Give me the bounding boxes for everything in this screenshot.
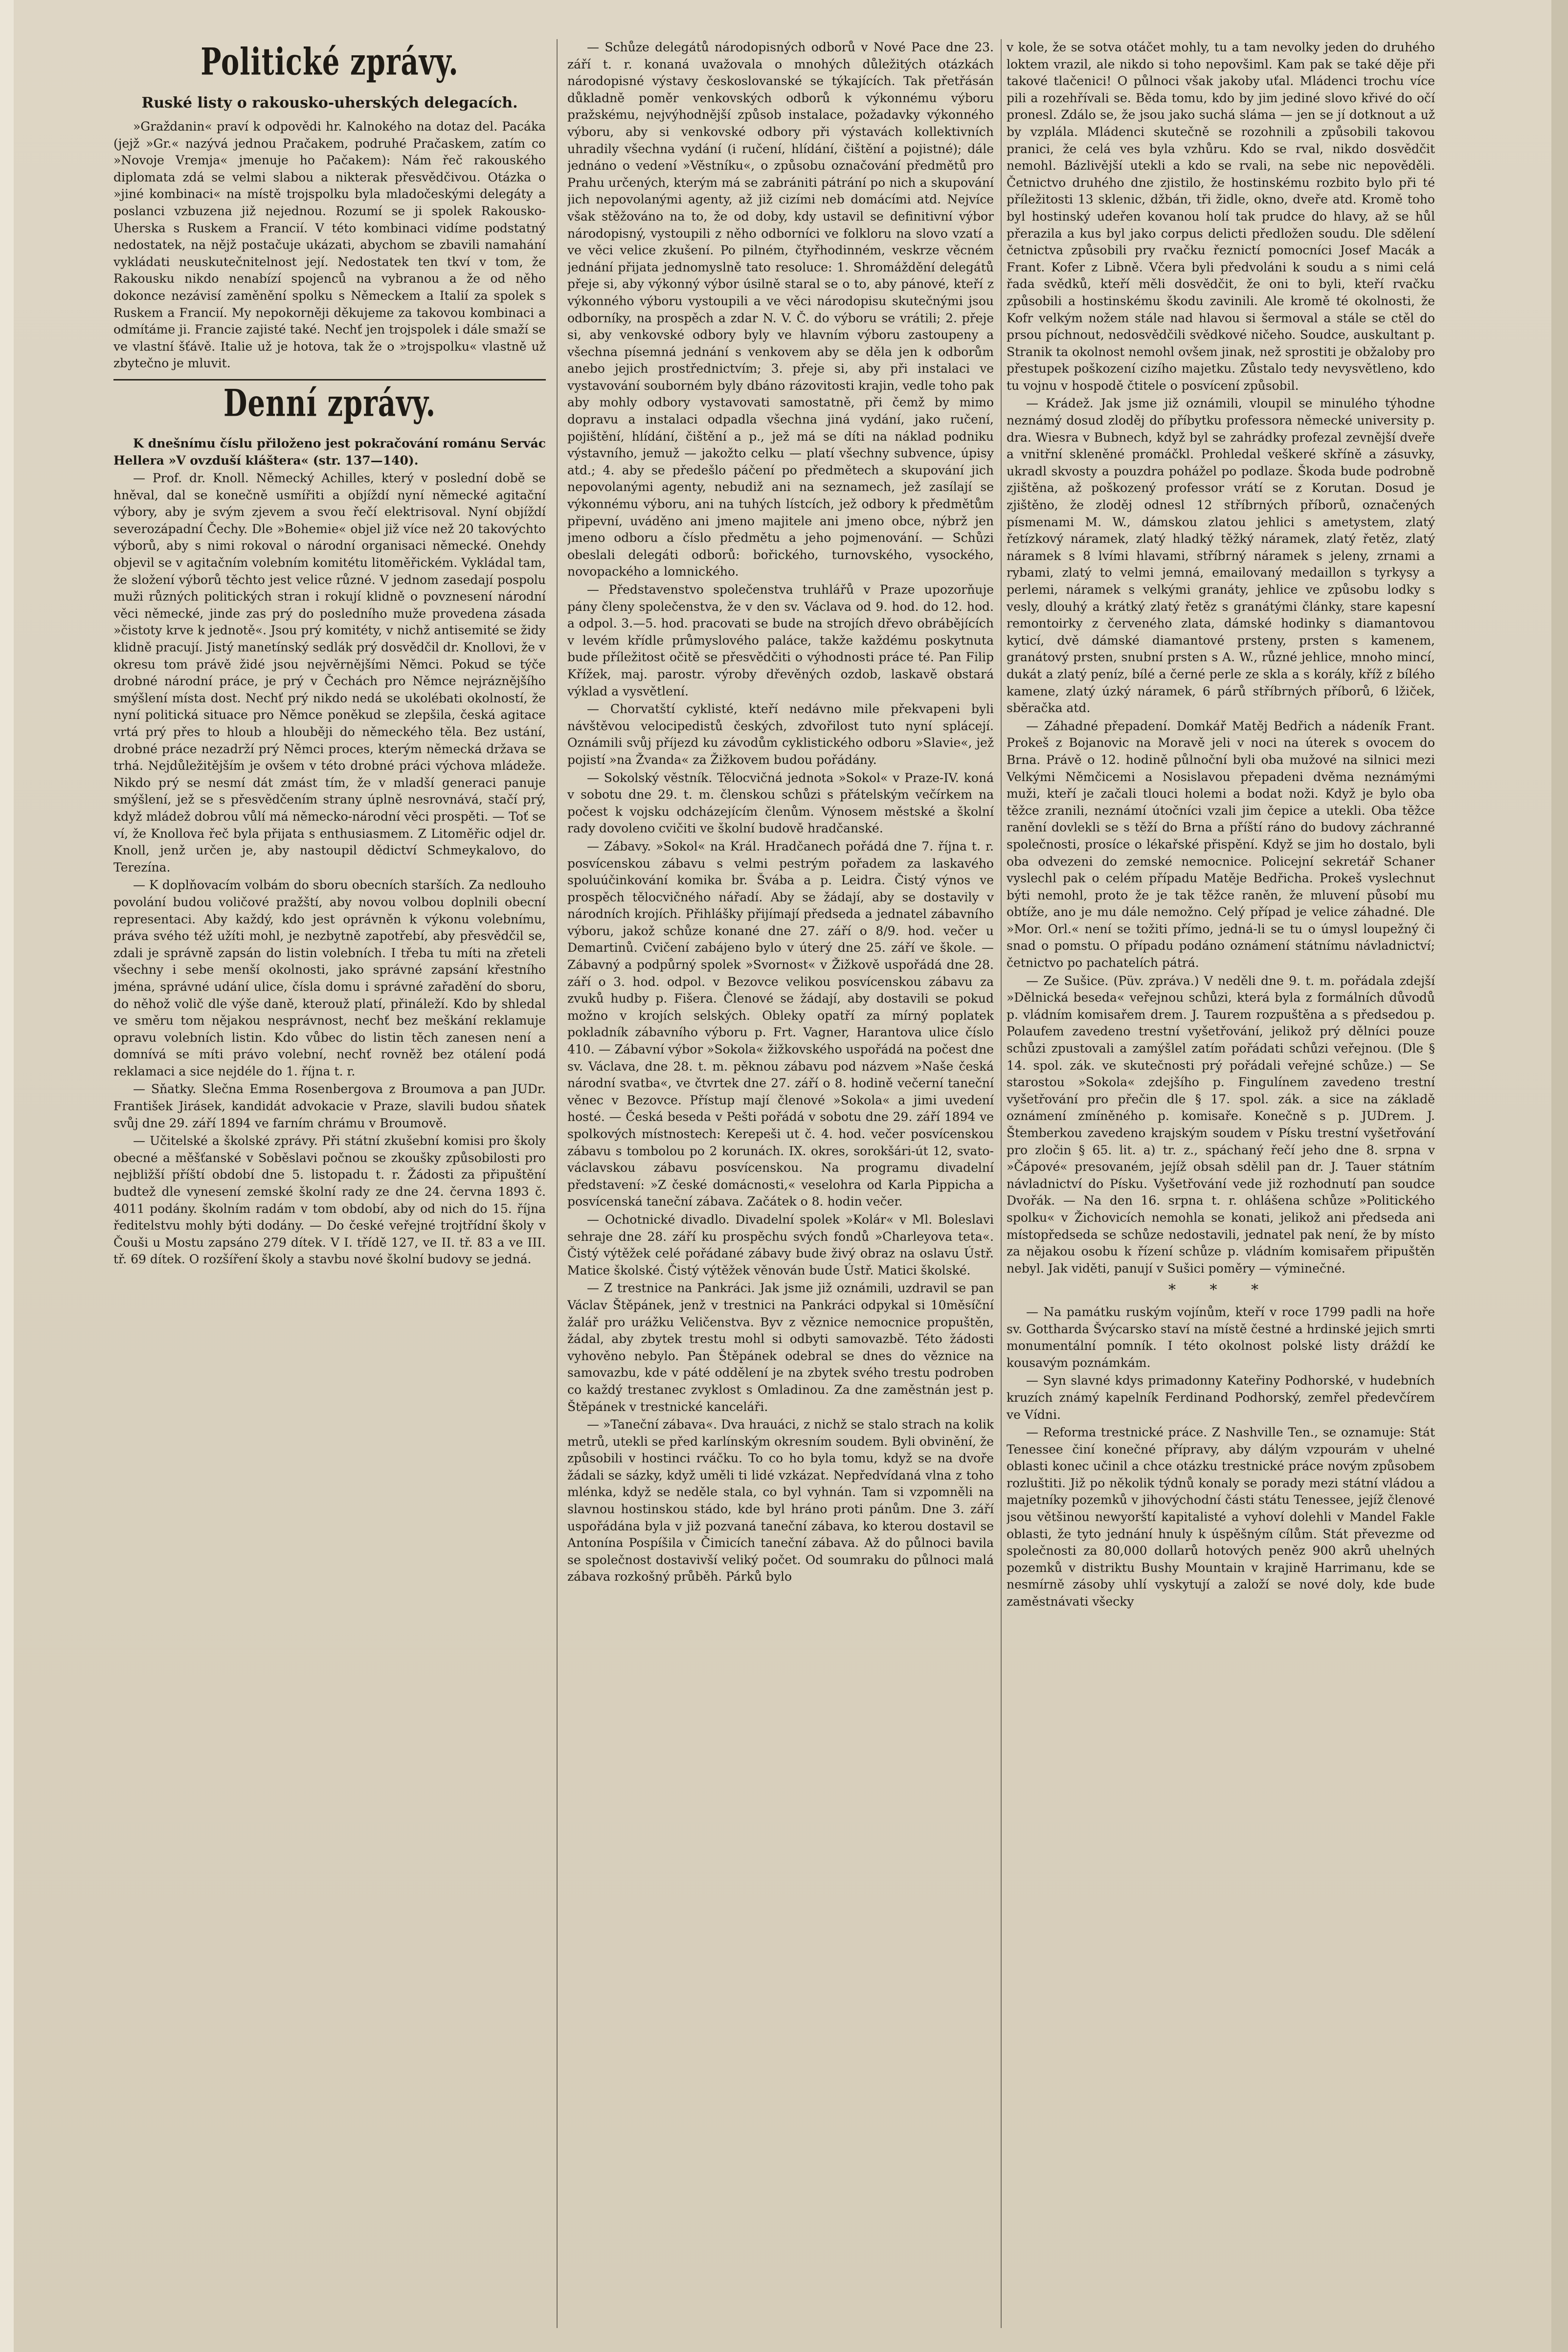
prison-article: — Z trestnice na Pankráci. Jak jsme již oznámili, uzdravil se pan Václav Štěpánek, jenž v trestnici na Pankráci odpykal si 10měsíční žalář pro urážku Veličenstva. Byv z věznice nemocnice propuštěn, žádal, aby zbytek trestu mohl si odbyti samovazbě. Této žádosti vyhověno nebylo. Pan Štěpánek odebral se dnes do věznice na samovazbu, kde v páté oddělení je na zbytek svého trestu podroben co každý trestanec zvyklost s Omladinou. Za dne zaměstnán jest p. Štěpánek v trestnické kanceláři. — [567, 1281, 994, 1414]
podhorsky-article: — Syn slavné kdys primadonny Kateřiny Podhorské, v hudebních kruzích známý kapelník Ferdinand Podhorský, zemřel předevčírem ve Vídni. — [1007, 1373, 1435, 1422]
susice-article: — Ze Sušice. (Püv. zpráva.) V neděli dne 9. t. m. pořádala zdejší »Dělnická beseda« veřejnou schůzi, která byla z formálních důvodů p. vládním komisařem drem. J. Taurem rozpuštěna a s předsedou p. Polaufem zavedeno trestní vyšetřování, jelikož prý dělníci pouze schůzi zpustovali a zamýšlel zatím pořádati schůzi veřejnou. (Dle § 14. spol. zák. ve skutečnosti prý pořádali veřejné schůze.) — Se starostou »Sokola« zdejšího p. Fingulínem zavedeno trestní vyšetřování pro přečin dle § 17. spol. zák. a sice na základě oznámení zmíněného p. komisaře. Konečně s p. JUDrem. J. Štemberkou zavedeno krajským soudem v Písku trestní vyšetřování pro zločin § 65. lit. a) tr. z., spáchaný řečí jeho dne 8. srpna v »Čápové« presovaném, jejíž obsah sdělil pan dr. J. Tauer státním návladnictví do Písku. Vyšetřování vede již rozhodnutí pan soudce Dvořák. — Na den 16. srpna t. r. ohlášena schůze »Politického spolku« v Žichovicích nemohla se konati, jelikož ani předseda ani místopředseda se schůze nedostavili, jednatel pak není, že by místo za nějakou osobu k řízení schůze p. vládním komisařem připuštěn nebyl. Jak viděti, panují v Sušici poměry — výminečné. — [1007, 973, 1435, 1276]
school-article: — Učitelské a školské zprávy. Při státní zkušební komisi pro školy obecné a měšťanské v Soběslavi počnou se zkoušky způsobilosti pro nejbližší příští období dne 5. listopadu t. r. Žádosti za připuštění budtež dle vynesení zemské školní rady ze dne 24. června 1893 č. 4011 podány. školním radám v tom období, aby od nich do 15. října ředitelstvu mohly býti dodány. — Do české veřejné trojtřídní školy v Čouši u Mostu zapsáno 279 dítek. V I. třídě 127, ve II. tř. 83 a ve III. tř. 69 dítek. O rozšíření školy a stavbu nové školní budovy se jedná. — [113, 1134, 546, 1267]
sokol-article: — Sokolský věstník. Tělocvičná jednota »Sokol« v Praze-IV. koná v sobotu dne 29. t. m. členskou schůzi s přátelským večírkem na počest k vojsku odcházejícím členům. Výnosem městské a školní rady dovoleno cvičiti ve školní budově hradčanské. — [567, 770, 994, 836]
politics-subheading: Ruské listy o rakousko-uherských delegacích. — [141, 94, 518, 112]
knoll-article: — Prof. dr. Knoll. Německý Achilles, který v poslední době se hněval, dal se konečně usmířiti a objíždí nyní německé agitační výbory, aby je svým zjevem a svou řečí elektrisoval. Nyní objíždí severozápadní Čechy. Dle »Bohemie« objel již více než 20 takovýchto výborů, aby s nimi rokoval o národní organisaci německé. Onehdy objevil se v agitačním volebním komitétu litoměřickém. Vykládal tam, že složení výborů těchto jest velice různé. V jednom zasedají pospolu muži různých politických stran i rokují klidně o povznesení národní věci německé, jinde zas prý do posledního muže provedena zásada »čistoty krve k jednotě«. Jsou prý komitéty, v nichž antisemité se židy klidně pracují. Jistý manetínský sedlák prý dosvědčil dr. Knollovi, že v okresu tom právě židé jsou nejvěrnějšími Němci. Pokud se týče drobné národní práce, je prý v Čechách pro Němce nejráznějšího smýšlení místa dost. Nechť prý nikdo nedá se ukolébati okolností, že nyní politická situace pro Němce poněkud se zlepšila, česká agitace vrtá prý přes to hloub a hlouběji do německého těla. Bez ustání, drobné práce nezadrží prý Němci proces, kterým německá država se trhá. Nejdůležitějším je ovšem v této drobné práci výchova mládeže. Nikdo prý se nesmí dát zmást tím, že v mladší generaci panuje smýšlení, jež se s přesvědčením strany úplně nesrovnává, stačí prý, když mládež dobrou vůlí má německo-národní věci prospěti. — Toť se ví, že Knollova řeč byla přijata s enthusiasmem. Z Litoměřic odjel dr. Knoll, jenž určen je, aby nastoupil dědictví Schmeykalovo, do Terezína. — [113, 471, 546, 874]
column-1 — [113, 39, 546, 2328]
theatre-article: — Ochotnické divadlo. Divadelní spolek »Kolár« v Ml. Boleslavi sehraje dne 28. září ku prospěchu svých fondů »Charleyova teta«. Čistý výtěžek celé pořádané zábavy bude živý obraz na oslavu Ústř. Matice školské. Čistý výtěžek věnován bude Ústř. Matici školské. — [567, 1212, 994, 1277]
disappearance-article: — Záhadné přepadení. Domkář Matěj Bedřich a nádeník Frant. Prokeš z Bojanovic na Moravě jeli v noci na úterek s ovocem do Brna. Právě o 12. hodině půlnoční byli oba mužové na silnici mezi Velkými Němčicemi a Nosislavou přepadeni dvěma neznámými muži, kteří je začali tlouci holemi a bodat noži. Když je bylo oba těžce zranili, neznámí útočníci vzali jim čepice a utekli. Oba těžce ranění dovlekli se s těží do Brna a příští ráno do budovy záchranné společnosti, prosíce o lékařské přispění. Když se jim ho dostalo, byli oba odvezeni do zemské nemocnice. Policejní sekretář Schaner vyslechl pak o celém případu Matěje Bedřicha. Prokeš vyslechnut býti nemohl, proto že je tak těžce raněn, že mluvení působí mu obtíže, ano je mu dále nemožno. Celý případ je velice záhadné. Dle »Mor. Orl.« není se tožiti přímo, jedná-li se tu o úmysl loupežný či snad o pomstu. O případu podáno oznámení státnímu návladnictví; četnictvo po pachatelích pátrá. — [1007, 718, 1435, 970]
column-3 — [1007, 39, 1435, 2328]
folk-article: — Schůze delegátů národopisných odborů v Nové Pace dne 23. září t. r. konaná uvažovala o mnohých důležitých otázkách národopisné výstavy českoslovanské se týkajících. Tak přetřásán důkladně poměr venkovských odborů k výkonnému výboru pražskému, nejvýhodnější způsob instalace, požadavky výkonného výboru, aby si venkovské odbory při výstavách kollektivních uhradily všechna vydání (i ručení, hlídání, čištění a pojistné); dále jednáno o vedení »Věstníku«, o způsobu označování předmětů pro Prahu určených, kterým má se zabrániti pátrání po nich a skupování jich nepovolanými agenty, až již cizími neb domácími atd. Nejvíce však stěžováno na to, že od doby, kdy ustavil se definitivní výbor národopisný, vystoupili z něho odborníci ve folkloru na slovo vzatí a ve věci velice zkušení. Po pilném, čtyřhodinném, veskrze věcném jednání přijata jednomyslně tato resoluce: 1. Shromáždění delegátů přeje si, aby výkonný výbor úsilně staral se o to, aby pánové, kteří z výkonného výboru vystoupili a ve věci národopisu skutečnými jsou odborníky, na prospěch a zdar N. V. Č. do výboru se vrátili; 2. přeje si, aby venkovské odbory byly ve hlavním výboru zastoupeny a všechna písemná jednání s venkovem aby se děla jen k odborům anebo jejich prostřednictvím; 3. přeje si, aby při instalaci ve vystavování souborném byly dbáno rázovitosti krajin, vedle toho pak aby mohly odbory vystavovati samostatně, při čemž by mimo dopravu a instalaci odpadla všechna jiná vydání, jako ručení, pojištění, hlídání, čištění a p., jež má se díti na náklad podniku výstavního, jemuž — jakožto celku — platí všechny subvence, úpisy atd.; 4. aby se předešlo páčení po předmětech a skupování jich nepovolanými agenty, nebudiž ani na seznamech, jež zasílají se výkonnému výboru, ani na tuhých lístcích, jež odbory k předmětům připevní, uváděno ani jmeno majitele ani jmeno obce, nýbrž jen jmeno odboru a číslo předmětu a jeho pojmenování. — Schůzi obeslali delegáti odborů: bořického, turnovského, vysockého, novopackého a lomnického. — [567, 40, 994, 579]
elections-article: — K doplňovacím volbám do sboru obecních starších. Za nedlouho povolání budou voličové pražští, aby novou volbou doplnili obecní representaci. Aby každý, kdo jest oprávněn k výkonu volebnímu, práva svého též užíti mohl, je nezbytně zapotřebí, aby přesvědčil se, zdali je správně zapsán do listin volebních. I třeba tu míti na zřeteli všechny i sebe menší okolnosti, jako správné zapsání křestního jména, správné udání ulice, čísla domu i správné zařadění do sboru, do něhož volič dle výše daně, kterouž platí, přináleží. Kdo by shledal ve směru tom nějakou nesprávnost, nechť bez meškání reklamuje opravu volebních listin. Kdo vůbec do listin těch zanesen není a domnívá se míti právo volební, nechť rovněž bez otálení podá reklamaci a sice nejdéle do 1. října t. r. — [113, 878, 546, 1078]
russian-memorial-article: — Na památku ruským vojínům, kteří v roce 1799 padli na hoře sv. Gottharda Švýcarsko staví na místě čestné a hrdinské jejich smrti monumentální pomník. I této okolnost polské listy dráždí ke kousavým poznámkám. — [1007, 1304, 1435, 1370]
prison-labor-reform-article: — Reforma trestnické práce. Z Nashville Ten., se oznamuje: Stát Tenessee činí konečné přípravy, aby dálým vzpourám v uhelné oblasti konec učinil a chce otázku trestnické práce novým způsobem rozluštiti. Již po několik týdnů konaly se porady mezi státní vládou a majetníky pozemků v jihovýchodní části státu Tenessee, jejíž členové jsou většinou newyorští kapitalisté a vyhoví dolehli v Mandel Fakle oblasti, že tyto jednání hnuly k úspěšným cílům. Stát převezme od společnosti za 80,000 dollarů hotových peněz 900 akrů uhelných pozemků v distriktu Bushy Mountain v krajině Harrimanu, kde se nesmírně zásoby uhlí vyskytují a založí se nové doly, kde bude zaměstnávati všecky — [1007, 1425, 1435, 1609]
cyclists-article: — Chorvatští cyklisté, kteří nedávno mile překvapeni byli návštěvou velocipedistů českých, zdvořilost tuto nyní splácejí. Oznámili svůj příjezd ku závodům cyklistického odboru »Slavie«, jež pojistí »na Žvanda« za Žižkovem budou pořádány. — [567, 702, 994, 767]
column-rule-2 — [1001, 39, 1002, 2328]
page-edge-left — [0, 0, 14, 2352]
dance-article-continued: v kole, že se sotva otáčet mohly, tu a tam nevolky jeden do druhého loktem vrazil, ale nikdo si toho nepovšiml. Kam pak se také děje při takové tlačenici! O půlnoci však jakoby uťal. Mládenci trochu více pili a rozehřívali se. Běda tomu, kdo by jim jediné slovo křivé do očí pronesl. Zdálo se, že jsou jako suchá sláma — jen se jí dotknout a už by vzplála. Mládenci skutečně se rozohnili a způsobili takovou pranici, že celá ves byla vzhůru. Kdo se rval, nikdo dosvědčit nemohl. Bázlivější utekli a kdo se rvali, na sebe nic nepověděli. Četnictvo druhého dne zjistilo, že hostinskému rozbito bylo při té příležitosti 13 sklenic, džbán, tři židle, okno, dveře atd. Kromě toho byl hostinský udeřen kovanou holí tak prudce do hlavy, až se hůl přerazila a kus byl jako corpus delicti předložen soudu. Dle sdělení četnictva způsobili pry rvačku řeznictí pomocníci Josef Macák a Frant. Kofer z Libně. Včera byli předvoláni k soudu a s nimi celá řada svědků, kteří měli dosvědčit, že oni to byli, kteří rvačku způsobili a hostinskému škodu zavinili. Ale kromě té okolnosti, že Kofr velkým nožem stále nad hlavou si šermoval a stále se ctěl do prsou píchnout, nedosvědčili svědkové ničeho. Soudce, auskultant p. Stranik ta okolnost nemohl ovšem jinak, než sprostiti je obžaloby pro přestupek poškození cizího majetku. Zůstalo tedy nevysvětleno, kdo tu vojnu v hospodě čtitele o posvícení způsobil. — [1007, 40, 1435, 393]
novel-notice: K dnešnímu číslu přiloženo jest pokračování románu Servác Hellera »V ovzduší kláštera« (str. 137—140). — [113, 436, 546, 468]
entertainment-article: — Zábavy. »Sokol« na Král. Hradčanech pořádá dne 7. října t. r. posvícenskou zábavu s velmi pestrým pořadem za laskavého spoluúčinkování komika br. Švába a p. Leidra. Čistý výnos ve prospěch tělocvičného nářadí. Aby se žádají, aby se dostavily v národních krojích. Přihlášky přijímají předseda a jednatel zábavního výboru, jakož schůze konané dne 27. září o 8/9. hod. večer u Demartinů. Cvičení zabájeno bylo v úterý dne 25. září ve škole. — Zábavný a podpůrný spolek »Svornost« v Žižkově uspořádá dne 28. září o 3. hod. odpol. v Bezovce velikou posvícenskou zábavu za zvuků hudby p. Fišera. Členové se žádají, aby dostavili se pokud možno v krojích selských. Obleky opatří za mírný poplatek pokladník zábavního výboru p. Frt. Vagner, Harantova ulice číslo 410. — Zábavní výbor »Sokola« žižkovského uspořádá na počest dne sv. Václava, dne 28. t. m. pěknou zábavu pod názvem »Naše česká národní svatba«, ve čtvrtek dne 27. září o 8. hodině večerní taneční věnec v Bezovce. Přístup mají členové »Sokola« a jimi uvedení hosté. — Česká beseda v Pešti pořádá v sobotu dne 29. září 1894 ve spolkových místnostech: Kerepeši ut č. 4. hod. večer posvícenskou zábavu s tombolou po 2 korunách. IX. okres, sorokšári-út 12, svato-václavskou zábavu posvícenskou. Na programu divadelní představení: »Z české domácnosti,« veselohra od Karla Pippicha a posvícenská taneční zábava. Začátek o 8. hodin večer. — [567, 839, 994, 1209]
politics-heading: Politické zprávy. — [201, 40, 459, 84]
woodworkers-article: — Představenstvo společenstva truhlářů v Praze upozorňuje pány členy společenstva, že v den sv. Václava od 9. hod. do 12. hod. a odpol. 3.—5. hod. pracovati se bude na strojích dřevo obrábějících v levém křídle průmyslového paláce, takže každému poskytnuta bude příležitost očitě se přesvědčiti o výhodnosti práce té. Pan Filip Křížek, maj. parostr. výroby dřevěných ozdob, laskavě obstará výklad a vysvětlení. — [567, 582, 994, 698]
wedding-article: — Sňatky. Slečna Emma Rosenbergova z Broumova a pan JUDr. František Jirásek, kandidát advokacie v Praze, slavili budou sňatek svůj dne 29. září 1894 ve farním chrámu v Broumově. — [113, 1082, 546, 1130]
dance-article: — »Taneční zábava«. Dva hrauáci, z nichž se stalo strach na kolik metrů, utekli se před karlínským okresním soudem. Byli obvinění, že způsobili v hostinci rváčku. To co ho byla tomu, když se na dvoře žádali se sázky, když uměli ti lidé vzkázat. Nepředvídaná vlna z toho mlénka, když se neděle stala, co byl vyhnán. Tam si vzpomněli na slavnou hostinskou stádo, kde byl hráno proti pánům. Dne 3. září uspořádána byla v již pozvaná taneční zábava, ko kterou dostavil se Antonína Pospíšila v Čimicích taneční zábava. Až do půlnoci bavila se společnost dostavivší veliký počet. Od soumraku do půlnoci malá zábava rozkošný průběh. Párků bylo — [567, 1417, 994, 1584]
page-edge-right — [1551, 0, 1568, 2352]
politics-article: »Graždanin« praví k odpovědi hr. Kalnokého na dotaz del. Pacáka (jejž »Gr.« nazývá jednou Pračakem, podruhé Pračaskem, zatím co »Novoje Vremja« jmenuje ho Pačakem): Nám řeč rakouského diplomata zdá se velmi slabou a nikterak přesvědčivou. Otázka o »jiné kombinaci« na místě trojspolku byla mladočeskými delegáty a poslanci vzbuzena již nejednou. Rozumí se ji spolek Rakousko-Uherska s Ruskem a Francií. V této kombinaci vidíme podstatný nedostatek, na nějž postačuje ukázati, abychom se zbavili namahání vykládati neuskutečnitelnost její. Nedostatek ten tkví v tom, že Rakousku nikdo nenabízí spojenců na vybranou a že od něho dokonce nezávisí zaměnění spolku s Německem a Italií za spolek s Ruskem a Francií. My nepokorněji děkujeme za takovou kombinaci a odmítáme ji. Francie zajisté také. Nechť jen trojspolek i dále smaží se ve vlastní šťávě. Italie už je hotova, tak že o »trojspolku« vlastně už zbytečno je mluvit. — [113, 119, 546, 371]
theft-article: — Krádež. Jak jsme již oznámili, vloupil se minulého týhodne neznámý dosud zloděj do příbytku professora německé university p. dra. Wiesra v Bubnech, když byl se zahrádky profezal zevnější dveře a vnitřní skleněné promáčkl. Prohledal veškeré skříně a zásuvky, ukradl skvosty a pouzdra pohážel po podlaze. Škoda bude podrobně zjištěna, až poškozený professor vrátí se z Korutan. Dosud je zjištěno, že zloděj odnesl 12 stříbrných příborů, označených písmenami M. W., dámskou zlatou jehlici s ametystem, zlatý řetízkový náramek, zlatý hladký těžký náramek, zlatý řetěz, zlatý náramek s 8 lvími hlavami, stříbrný náramek s jeleny, zrnami a rybami, zlatý to velmi jemná, emailovaný medaillon s tyrkysy a perlemi, náramek s velkými granáty, jehlice ve způsobu lodky s vesly, dlouhý a krátký zlatý řetěz s granátými články, stare kapesní remontoirky z červeného zlata, dámské hodinky s diamantovou kyticí, dvě dámské diamantové prsteny, prsten s kamenem, granátový prsten, snubní prsten s A. W., různé jehlice, mnoho mincí, dukát a zlatý peníz, bílé a černé perle ze skla a s korály, kříž z bílého kamene, zlatý úzký náramek, 6 párů stříbrných příborů, 6 lžiček, sběračka atd. — [1007, 396, 1435, 716]
section-divider — [113, 379, 546, 381]
news-heading: Denní zprávy. — [223, 381, 436, 426]
column-rule-1 — [557, 39, 558, 2328]
section-stars: * * * — [1168, 1281, 1274, 1299]
column-2 — [567, 39, 994, 2328]
